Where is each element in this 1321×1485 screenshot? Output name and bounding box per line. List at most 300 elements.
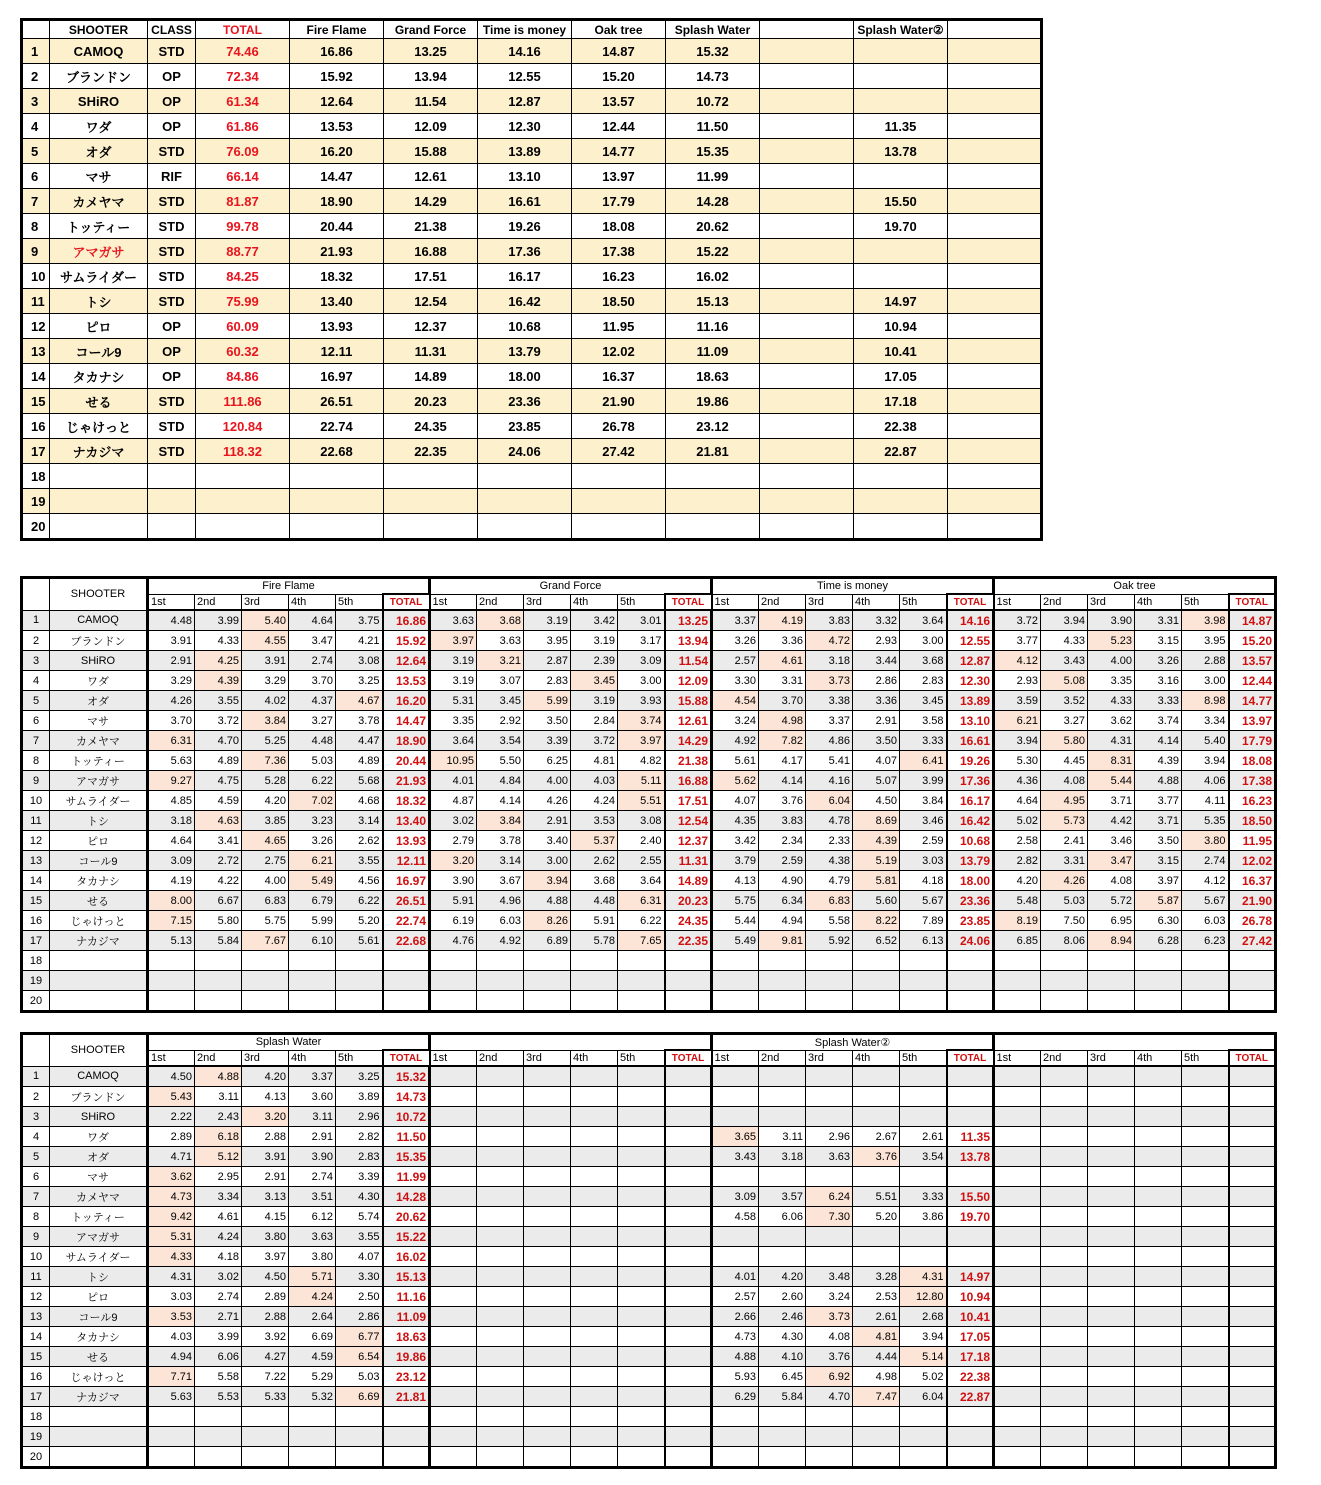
round-time <box>477 1287 524 1307</box>
round-time: 3.09 <box>618 651 665 671</box>
shooter-name: せる <box>50 891 148 911</box>
round-time: 3.02 <box>430 811 477 831</box>
round-time: 2.75 <box>242 851 289 871</box>
dropped-round-time: 4.95 <box>1041 791 1088 811</box>
rank-number: 5 <box>22 139 50 164</box>
dropped-round-time: 3.76 <box>853 1147 900 1167</box>
stage-total-splash_water_2 <box>854 239 948 264</box>
stage-total: 18.50 <box>1229 811 1276 831</box>
round-time: 3.59 <box>994 691 1041 711</box>
round-time <box>289 991 336 1012</box>
round-time: 3.71 <box>1135 811 1182 831</box>
round-time <box>1088 951 1135 971</box>
column-header <box>22 20 50 39</box>
shooter-name: タカナシ <box>50 871 148 891</box>
round-time <box>712 1087 759 1107</box>
round-time: 4.01 <box>712 1267 759 1287</box>
stage-total <box>665 1287 712 1307</box>
round-time: 3.08 <box>336 651 383 671</box>
round-time: 4.33 <box>195 631 242 651</box>
round-time: 2.67 <box>853 1127 900 1147</box>
round-time: 4.48 <box>148 610 195 631</box>
round-time <box>618 1407 665 1427</box>
shooter-row <box>22 911 1276 931</box>
round-time: 3.60 <box>289 1087 336 1107</box>
round-time: 4.92 <box>712 731 759 751</box>
round-time: 3.63 <box>289 1227 336 1247</box>
round-time: 3.31 <box>759 671 806 691</box>
round-time: 4.07 <box>712 791 759 811</box>
stage-total: 14.89 <box>665 871 712 891</box>
round-time: 6.10 <box>289 931 336 951</box>
shooter-row <box>22 64 1042 89</box>
round-time <box>1182 1066 1229 1087</box>
round-time: 3.42 <box>571 610 618 631</box>
stage-name-splash_water: Splash Water <box>148 1034 430 1051</box>
round-header: 5th <box>900 594 947 610</box>
stage-total-splash_water: 14.28 <box>666 189 760 214</box>
dropped-round-time: 6.31 <box>148 731 195 751</box>
round-time <box>618 1247 665 1267</box>
empty-cell <box>760 489 854 514</box>
round-time <box>1088 1227 1135 1247</box>
round-time: 3.40 <box>524 831 571 851</box>
round-time: 2.60 <box>759 1287 806 1307</box>
round-time: 4.38 <box>806 851 853 871</box>
stage-total-grand_force: 17.51 <box>384 264 478 289</box>
round-time: 2.72 <box>195 851 242 871</box>
round-time <box>1041 1307 1088 1327</box>
stage-total <box>1229 951 1276 971</box>
round-time <box>759 1407 806 1427</box>
shooter-class: OP <box>148 89 196 114</box>
stage-total <box>947 1087 994 1107</box>
round-time: 5.50 <box>477 751 524 771</box>
rank-number: 13 <box>22 339 50 364</box>
round-time: 5.58 <box>195 1367 242 1387</box>
rank-number: 19 <box>22 489 50 514</box>
stage-total-time_is_money: 12.55 <box>478 64 572 89</box>
round-time <box>618 1187 665 1207</box>
round-time: 8.06 <box>1041 931 1088 951</box>
round-time: 3.57 <box>759 1187 806 1207</box>
rank-number: 16 <box>22 1367 50 1387</box>
round-time: 3.68 <box>571 871 618 891</box>
round-time: 3.07 <box>477 671 524 691</box>
shooter-row <box>22 1207 1276 1227</box>
stage-total: 17.38 <box>1229 771 1276 791</box>
round-time <box>1041 1447 1088 1468</box>
round-time: 3.33 <box>900 1187 947 1207</box>
round-time <box>571 1367 618 1387</box>
dropped-round-time: 6.21 <box>994 711 1041 731</box>
shooter-row <box>22 791 1276 811</box>
shooter-row <box>22 1227 1276 1247</box>
round-time: 3.24 <box>806 1287 853 1307</box>
dropped-round-time: 8.31 <box>1088 751 1135 771</box>
stage-total-splash_water: 19.86 <box>666 389 760 414</box>
shooter-row <box>22 831 1276 851</box>
round-time: 3.45 <box>477 691 524 711</box>
rank-number: 4 <box>22 1127 50 1147</box>
empty-cell <box>760 114 854 139</box>
dropped-round-time: 4.61 <box>759 651 806 671</box>
round-header: 5th <box>1182 594 1229 610</box>
round-time: 6.28 <box>1135 931 1182 951</box>
shooter-row <box>22 1247 1276 1267</box>
round-header: 4th <box>1135 594 1182 610</box>
round-time: 4.33 <box>1041 631 1088 651</box>
round-time <box>994 1227 1041 1247</box>
round-time <box>1041 1087 1088 1107</box>
round-time <box>524 1147 571 1167</box>
round-time <box>900 1427 947 1447</box>
column-header: SHOOTER <box>50 20 148 39</box>
round-time: 4.94 <box>759 911 806 931</box>
round-header: 2nd <box>759 1050 806 1066</box>
stage-total-fire_flame: 22.68 <box>290 439 384 464</box>
round-time: 3.78 <box>336 711 383 731</box>
stage-total-fire_flame: 16.20 <box>290 139 384 164</box>
round-time: 4.94 <box>148 1347 195 1367</box>
shooter-row <box>22 751 1276 771</box>
dropped-round-time: 4.12 <box>994 651 1041 671</box>
round-time: 4.17 <box>759 751 806 771</box>
empty-cell <box>948 414 1042 439</box>
stage-total-oak_tree <box>572 489 666 514</box>
round-time: 7.89 <box>900 911 947 931</box>
stage-total-grand_force: 14.89 <box>384 364 478 389</box>
rank-number: 15 <box>22 389 50 414</box>
round-time <box>524 1066 571 1087</box>
round-time <box>1088 1267 1135 1287</box>
empty-cell <box>948 514 1042 540</box>
stage-total-time_is_money: 23.36 <box>478 389 572 414</box>
stage-total-grand_force: 21.38 <box>384 214 478 239</box>
round-time <box>994 1167 1041 1187</box>
dropped-round-time: 9.42 <box>148 1207 195 1227</box>
round-time: 3.19 <box>524 610 571 631</box>
shooter-name: せる <box>50 1347 148 1367</box>
stage-total-fire_flame: 26.51 <box>290 389 384 414</box>
rank-number: 3 <box>22 651 50 671</box>
stage-total-splash_water: 15.32 <box>666 39 760 64</box>
dropped-round-time: 10.95 <box>430 751 477 771</box>
round-time: 3.54 <box>477 731 524 751</box>
dropped-round-time: 3.97 <box>430 631 477 651</box>
round-time <box>289 951 336 971</box>
stage-total: 17.05 <box>947 1327 994 1347</box>
shooter-name: サムライダー <box>50 791 148 811</box>
round-time: 4.81 <box>571 751 618 771</box>
stage-total-splash_water: 10.72 <box>666 89 760 114</box>
round-time <box>1041 1267 1088 1287</box>
round-time: 4.61 <box>195 1207 242 1227</box>
stage-total <box>1229 1387 1276 1407</box>
stage-total <box>947 1107 994 1127</box>
stage-total <box>1229 1327 1276 1347</box>
shooter-name: オダ <box>50 691 148 711</box>
round-time <box>430 1387 477 1407</box>
round-time <box>477 1447 524 1468</box>
stage-total: 15.88 <box>665 691 712 711</box>
shooter-row <box>22 871 1276 891</box>
round-time <box>477 1087 524 1107</box>
stage-total-splash_water_2: 17.05 <box>854 364 948 389</box>
round-time: 6.23 <box>1182 931 1229 951</box>
stage-total <box>383 971 430 991</box>
round-time: 4.76 <box>430 931 477 951</box>
round-time: 2.53 <box>853 1287 900 1307</box>
dropped-round-time: 4.81 <box>853 1327 900 1347</box>
round-time: 2.50 <box>336 1287 383 1307</box>
stage-total: 12.54 <box>665 811 712 831</box>
round-time <box>242 951 289 971</box>
stage-total: 11.50 <box>383 1127 430 1147</box>
round-time: 3.64 <box>430 731 477 751</box>
round-time: 2.64 <box>289 1307 336 1327</box>
stage-total-fire_flame: 18.32 <box>290 264 384 289</box>
stage-total <box>665 1107 712 1127</box>
round-time <box>571 1327 618 1347</box>
stage-total: 21.38 <box>665 751 712 771</box>
round-time <box>289 1427 336 1447</box>
round-time <box>430 1307 477 1327</box>
shooter-header: SHOOTER <box>50 578 148 611</box>
round-time <box>1041 951 1088 971</box>
round-time <box>1135 951 1182 971</box>
round-time: 3.38 <box>806 691 853 711</box>
shooter-class: STD <box>148 264 196 289</box>
stage-total: 12.55 <box>947 631 994 651</box>
shooter-name: アマガサ <box>50 1227 148 1247</box>
stage-total-grand_force <box>384 489 478 514</box>
shooter-row <box>22 339 1042 364</box>
dropped-round-time: 5.14 <box>900 1347 947 1367</box>
round-time <box>618 1087 665 1107</box>
stage-total: 18.90 <box>383 731 430 751</box>
round-time: 4.31 <box>1088 731 1135 751</box>
shooter-row <box>22 1147 1276 1167</box>
stage-total: 23.85 <box>947 911 994 931</box>
round-time: 3.37 <box>712 610 759 631</box>
shooter-name: マサ <box>50 1167 148 1187</box>
stage-total <box>665 1347 712 1367</box>
round-time: 3.15 <box>1135 631 1182 651</box>
round-time: 4.01 <box>430 771 477 791</box>
shooter-class: STD <box>148 214 196 239</box>
round-time: 2.59 <box>759 851 806 871</box>
round-time: 4.07 <box>853 751 900 771</box>
rank-number: 1 <box>22 39 50 64</box>
round-time: 3.29 <box>242 671 289 691</box>
dropped-round-time: 8.94 <box>1088 931 1135 951</box>
round-time <box>524 1127 571 1147</box>
stage-total: 27.42 <box>1229 931 1276 951</box>
round-time: 3.94 <box>994 731 1041 751</box>
round-time: 3.94 <box>1041 610 1088 631</box>
shooter-name: じゃけっと <box>50 911 148 931</box>
round-time <box>195 971 242 991</box>
round-time: 3.14 <box>336 811 383 831</box>
round-time <box>477 1207 524 1227</box>
round-time: 3.30 <box>336 1267 383 1287</box>
round-time <box>618 1127 665 1147</box>
round-time: 3.63 <box>430 610 477 631</box>
round-time <box>524 1087 571 1107</box>
stage-total: 22.35 <box>665 931 712 951</box>
round-time: 3.37 <box>289 1066 336 1087</box>
shooter-name: じゃけっと <box>50 1367 148 1387</box>
stage-total-grand_force: 12.54 <box>384 289 478 314</box>
round-time: 4.44 <box>853 1347 900 1367</box>
stage-total: 13.94 <box>665 631 712 651</box>
rank-number: 3 <box>22 89 50 114</box>
round-time: 5.92 <box>806 931 853 951</box>
round-time: 3.50 <box>524 711 571 731</box>
round-time: 3.26 <box>712 631 759 651</box>
rank-number: 7 <box>22 189 50 214</box>
round-time <box>1182 1427 1229 1447</box>
round-time <box>759 1066 806 1087</box>
round-time: 4.19 <box>148 871 195 891</box>
stage-total <box>1229 1167 1276 1187</box>
stage-total <box>665 1387 712 1407</box>
stage-total <box>1229 991 1276 1012</box>
dropped-round-time: 8.98 <box>1182 691 1229 711</box>
round-header: 4th <box>571 594 618 610</box>
round-time <box>1182 1167 1229 1187</box>
round-header: 1st <box>148 1050 195 1066</box>
round-time: 4.87 <box>430 791 477 811</box>
round-time <box>853 1447 900 1468</box>
round-time <box>430 1107 477 1127</box>
stage-total <box>947 1167 994 1187</box>
rank-number: 17 <box>22 1387 50 1407</box>
stage-total: 15.20 <box>1229 631 1276 651</box>
round-time <box>1088 1427 1135 1447</box>
rank-number: 15 <box>22 891 50 911</box>
dropped-round-time: 5.43 <box>148 1087 195 1107</box>
round-time: 4.08 <box>1041 771 1088 791</box>
round-header: 2nd <box>477 1050 524 1066</box>
total-header: TOTAL <box>947 594 994 610</box>
shooter-header: SHOOTER <box>50 1034 148 1067</box>
rank-number: 9 <box>22 239 50 264</box>
stage-total <box>947 991 994 1012</box>
round-time: 5.40 <box>1182 731 1229 751</box>
round-time: 3.26 <box>1135 651 1182 671</box>
round-time: 4.88 <box>524 891 571 911</box>
stage-total-time_is_money: 14.16 <box>478 39 572 64</box>
round-time: 2.89 <box>242 1287 289 1307</box>
stage-total: 10.94 <box>947 1287 994 1307</box>
round-time <box>477 1127 524 1147</box>
round-time: 4.21 <box>336 631 383 651</box>
round-time <box>900 1227 947 1247</box>
stage-total-oak_tree: 14.77 <box>572 139 666 164</box>
round-time <box>242 1407 289 1427</box>
dropped-round-time: 6.24 <box>806 1187 853 1207</box>
round-time <box>430 1167 477 1187</box>
round-time <box>1041 991 1088 1012</box>
stage-total-fire_flame <box>290 489 384 514</box>
round-time: 2.61 <box>853 1307 900 1327</box>
stage-total-fire_flame: 22.74 <box>290 414 384 439</box>
dropped-round-time: 3.84 <box>242 711 289 731</box>
round-time: 4.22 <box>195 871 242 891</box>
stage-total <box>1229 1247 1276 1267</box>
total-header: TOTAL <box>383 594 430 610</box>
round-time <box>1182 991 1229 1012</box>
stage-total-fire_flame: 13.93 <box>290 314 384 339</box>
round-time: 3.78 <box>477 831 524 851</box>
rank-number: 12 <box>22 831 50 851</box>
round-time <box>195 1407 242 1427</box>
stage-total: 16.37 <box>1229 871 1276 891</box>
round-time <box>853 1167 900 1187</box>
stage-total-splash_water_2 <box>854 464 948 489</box>
round-time: 2.91 <box>853 711 900 731</box>
dropped-round-time: 3.97 <box>618 731 665 751</box>
empty-cell <box>760 89 854 114</box>
rank-number: 15 <box>22 1347 50 1367</box>
round-time: 2.66 <box>712 1307 759 1327</box>
round-time <box>712 1407 759 1427</box>
round-time: 5.99 <box>289 911 336 931</box>
stage-total <box>1229 1347 1276 1367</box>
round-header: 5th <box>900 1050 947 1066</box>
stage-total: 23.12 <box>383 1367 430 1387</box>
round-time: 6.22 <box>336 891 383 911</box>
shooter-class: STD <box>148 439 196 464</box>
stage-total: 16.88 <box>665 771 712 791</box>
round-time: 3.76 <box>806 1347 853 1367</box>
stage-total: 21.93 <box>383 771 430 791</box>
round-time: 6.06 <box>195 1347 242 1367</box>
round-time: 5.31 <box>430 691 477 711</box>
round-time: 5.03 <box>336 1367 383 1387</box>
round-time <box>148 991 195 1012</box>
round-header: 2nd <box>1041 594 1088 610</box>
stage-total-splash_water_2: 14.97 <box>854 289 948 314</box>
round-time: 3.18 <box>148 811 195 831</box>
shooter-row <box>22 1287 1276 1307</box>
round-time <box>430 1227 477 1247</box>
round-header: 3rd <box>242 594 289 610</box>
round-time: 5.93 <box>712 1367 759 1387</box>
stage-total: 13.40 <box>383 811 430 831</box>
round-time <box>994 1107 1041 1127</box>
round-time <box>994 1207 1041 1227</box>
shooter-name: ピロ <box>50 831 148 851</box>
shooter-class: STD <box>148 414 196 439</box>
round-time: 4.30 <box>759 1327 806 1347</box>
rank-number: 14 <box>22 871 50 891</box>
shooter-row <box>22 1407 1276 1427</box>
round-time: 5.61 <box>336 931 383 951</box>
round-time <box>712 1107 759 1127</box>
total-header: TOTAL <box>1229 594 1276 610</box>
round-time <box>900 1087 947 1107</box>
column-header: Splash Water <box>666 20 760 39</box>
round-time: 5.63 <box>148 1387 195 1407</box>
stage-total: 17.79 <box>1229 731 1276 751</box>
round-time <box>1135 1307 1182 1327</box>
round-time <box>1088 1167 1135 1187</box>
stage-total: 24.35 <box>665 911 712 931</box>
stage-total-oak_tree: 18.50 <box>572 289 666 314</box>
